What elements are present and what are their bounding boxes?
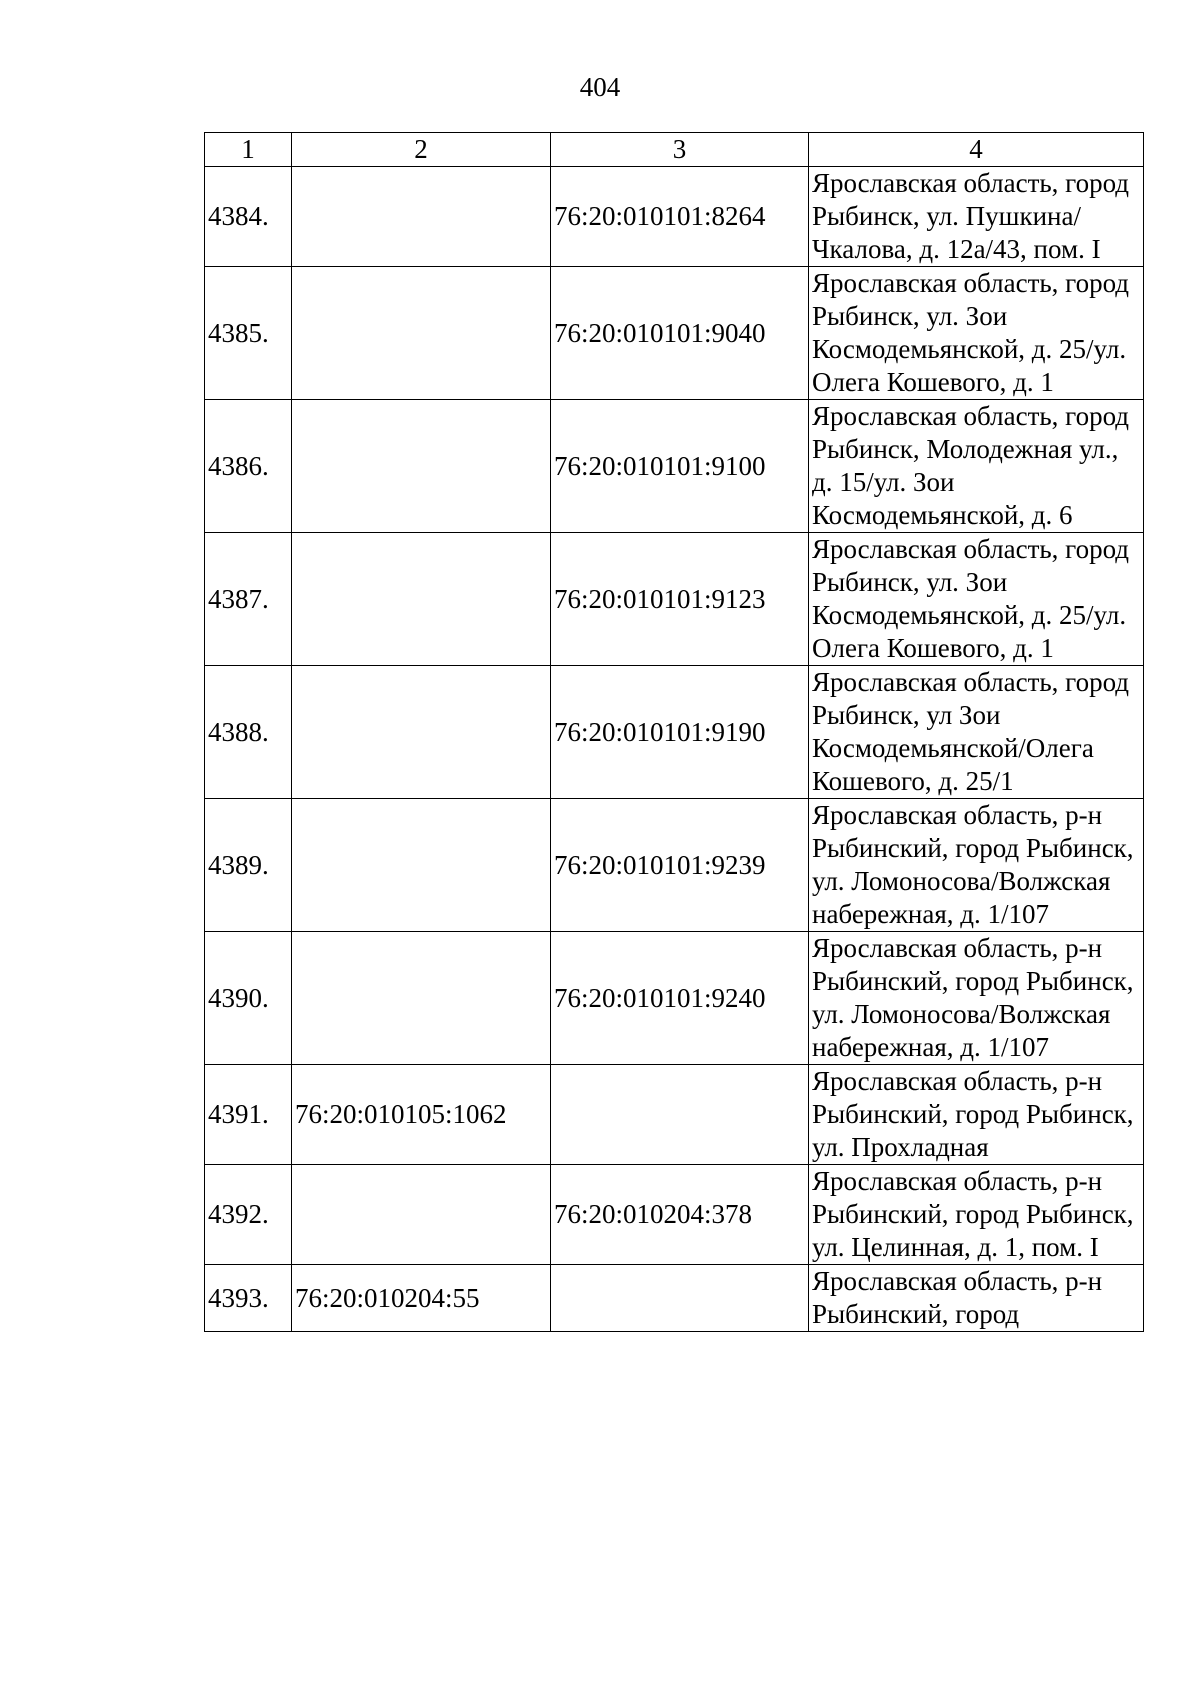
- cadastral-number-col2: [292, 167, 551, 267]
- table-row: [205, 167, 1144, 267]
- cadastral-number-col3: 76:20:010204:378: [551, 1165, 809, 1265]
- address-cell: Ярославская область, город Рыбинск, ул. Зои Космодемьянской, д. 25/ул. Олега Кошевого, д. 1: [809, 533, 1144, 666]
- page-number: 404: [579, 72, 621, 102]
- address-cell: Ярославская область, р-н Рыбинский, город: [809, 1265, 1144, 1332]
- cadastral-number-col3: 76:20:010101:9239: [551, 799, 809, 932]
- address-cell: Ярославская область, р-н Рыбинский, город Рыбинск, ул. Ломоносова/Волжская набережная, д. 1/107: [809, 799, 1144, 932]
- row-number: 4389.: [205, 799, 292, 932]
- cadastral-number-col2: [292, 1165, 551, 1265]
- row-number: 4393.: [205, 1265, 292, 1332]
- column-header-2: 2: [292, 133, 551, 167]
- row-number: 4386.: [205, 400, 292, 533]
- column-header-4: 4: [809, 133, 1144, 167]
- table-row: [205, 267, 1144, 400]
- cadastral-number-col3: 76:20:010101:9040: [551, 267, 809, 400]
- cadastral-number-col2: 76:20:010105:1062: [292, 1065, 551, 1165]
- cadastral-number-col3: [551, 1065, 809, 1165]
- cadastral-number-col2: [292, 267, 551, 400]
- table-row: [205, 799, 1144, 932]
- table-row: [205, 932, 1144, 1065]
- cadastral-number-col3: 76:20:010101:8264: [551, 167, 809, 267]
- address-cell: Ярославская область, р-н Рыбинский, город Рыбинск, ул. Прохладная: [809, 1065, 1144, 1165]
- cadastral-number-col2: [292, 932, 551, 1065]
- address-cell: Ярославская область, город Рыбинск, Молодежная ул., д. 15/ул. Зои Космодемьянской, д. 6: [809, 400, 1144, 533]
- table-row: [205, 1265, 1144, 1332]
- column-header-1: 1: [205, 133, 292, 167]
- address-cell: Ярославская область, город Рыбинск, ул Зои Космодемьянской/Олега Кошевого, д. 25/1: [809, 666, 1144, 799]
- address-cell: Ярославская область, р-н Рыбинский, город Рыбинск, ул. Ломоносова/Волжская набережная, д. 1/107: [809, 932, 1144, 1065]
- table-row: [205, 1165, 1144, 1265]
- cadastral-number-col3: 76:20:010101:9240: [551, 932, 809, 1065]
- table-row: [205, 533, 1144, 666]
- table-row: [205, 1065, 1144, 1165]
- row-number: 4388.: [205, 666, 292, 799]
- row-number: 4387.: [205, 533, 292, 666]
- table-row: [205, 400, 1144, 533]
- cadastral-number-col2: 76:20:010204:55: [292, 1265, 551, 1332]
- row-number: 4385.: [205, 267, 292, 400]
- address-cell: Ярославская область, р-н Рыбинский, город Рыбинск, ул. Целинная, д. 1, пом. I: [809, 1165, 1144, 1265]
- address-cell: Ярославская область, город Рыбинск, ул. Зои Космодемьянской, д. 25/ул. Олега Кошевого, д. 1: [809, 267, 1144, 400]
- row-number: 4391.: [205, 1065, 292, 1165]
- cadastral-number-col2: [292, 666, 551, 799]
- cadastral-number-col2: [292, 799, 551, 932]
- column-header-3: 3: [551, 133, 809, 167]
- table-row: [205, 666, 1144, 799]
- cadastral-number-col2: [292, 533, 551, 666]
- registry-table: [204, 132, 1144, 1332]
- cadastral-number-col3: 76:20:010101:9123: [551, 533, 809, 666]
- cadastral-number-col3: 76:20:010101:9190: [551, 666, 809, 799]
- cadastral-number-col3: 76:20:010101:9100: [551, 400, 809, 533]
- row-number: 4390.: [205, 932, 292, 1065]
- row-number: 4384.: [205, 167, 292, 267]
- table-header-row: [205, 133, 1144, 167]
- cadastral-number-col2: [292, 400, 551, 533]
- cadastral-number-col3: [551, 1265, 809, 1332]
- address-cell: Ярославская область, город Рыбинск, ул. Пушкина/Чкалова, д. 12а/43, пом. I: [809, 167, 1144, 267]
- row-number: 4392.: [205, 1165, 292, 1265]
